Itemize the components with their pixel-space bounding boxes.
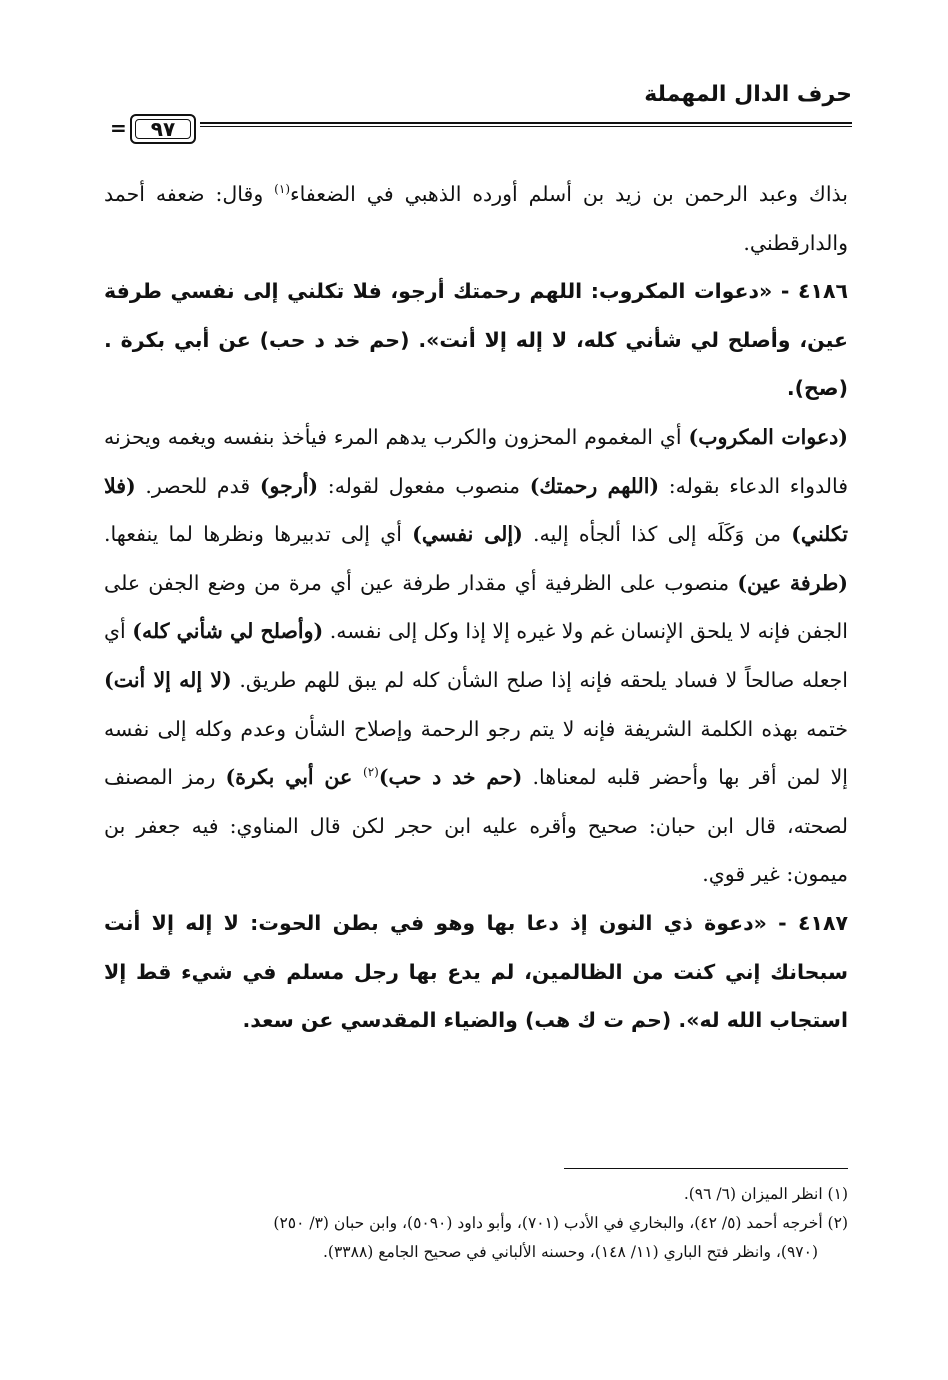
commentary-text: أي إلى تدبيرها ونظرها لما ينفعها. [104,522,413,547]
term: (حم خد د حب) [378,765,523,790]
commentary-text: رمز المصنف لصحته، قال ابن حبان: صحيح وأقره عليه ابن حجر لكن قال المناوي: فيه جعفر بن ميمون: غير قوي. [104,765,848,887]
commentary-text: أي المغموم المحزون والكرب يدهم المرء فيأخذ بنفسه ويغمه ويحزنه فالدواء الدعاء بقوله: [104,424,849,498]
commentary-4186 [104,413,848,899]
footnote-2: (٢) أخرجه أحمد (٥/ ٤٢)، والبخاري في الأدب (٧٠١)، وأبو داود (٥٠٩٠)، وابن حبان (٣/ ٢٥٠) [273,1214,848,1232]
footnote-ref-2: (٢) [363,765,379,780]
hadith-number: ٤١٨٦ - [772,279,848,304]
hadith-4187 [104,899,848,1045]
commentary-text: ختمه بهذه الكلمة الشريفة فإنه لا يتم رجو الرحمة وإصلاح الشأن وعدم وكله إلى نفسه إلا لمن أقر بها وأحضر قلبه لمعناها. [104,716,848,790]
term: (أرجو) [259,473,319,498]
page-number [130,114,196,144]
term: (إلى نفسي) [412,522,523,547]
term: عن أبي بكرة) [225,765,364,790]
term: (دعوات المكروب) [688,424,849,449]
footnote-rule [564,1168,848,1169]
hadith-number: ٤١٨٧ - [766,910,848,935]
footnote-2-continuation: (٩٧٠)، وانظر فتح الباري (١١/ ١٤٨)، وحسنه الألباني في صحيح الجامع (٣٣٨٨). [323,1243,818,1261]
hadith-4186 [104,267,848,413]
hadith-text: «دعوة ذي النون إذ دعا بها وهو في بطن الحوت: لا إله إلا أنت سبحانك إني كنت من الظالمين، لم يدع بها رجل مسلم في شيء قط إلا استجاب الله له». (حم ت ك هب) والضياء المقدسي عن سعد. [104,910,848,1033]
page-number-text: ٩٧ [150,117,176,141]
term: (اللهم رحمتك) [529,473,660,498]
header-rule [200,122,852,127]
side-mark: = [110,116,127,140]
term: (طرفة عين) [737,570,848,595]
paragraph-text-tail: وقال: ضعفه أحمد والدارقطني. [104,182,848,255]
term: (فلا تكلني) [104,473,848,547]
term: (لا إله إلا أنت) [104,667,232,692]
paragraph-continuation [104,170,848,267]
hadith-text: «دعوات المكروب: اللهم رحمتك أرجو، فلا تكلني إلى نفسي طرفة عين، وأصلح لي شأني كله، لا إله إلا أنت». (حم خد د حب) عن أبي بكرة .(صح). [104,279,848,401]
paragraph-text: بذاك وعبد الرحمن بن زيد بن أسلم أورده الذهبي في الضعفاء [290,182,848,206]
term: (وأصلح لي شأني كله) [132,619,324,644]
footnote-ref-1: (١) [274,182,290,197]
main-text [104,170,848,1045]
running-title: حرف الدال المهملة [644,82,852,107]
footnote-1: (١) انظر الميزان (٦/ ٩٦). [683,1185,848,1203]
commentary-text: منصوب على الظرفية أي مقدار طرفة عين أي مرة من وضع الجفن على الجفن فإنه لا يلحق الإنسان غم ولا غيره إلا إذا وكل إلى نفسه. [104,570,848,644]
commentary-text: منصوب مفعول لقوله: [318,473,530,498]
footnotes [104,1180,848,1267]
commentary-text: أي اجعله صالحاً لا فساد يلحقه فإنه إذا صلح الشأن كله لم يبق للهم طريق. [104,619,848,692]
commentary-text: من وَكَلَه إلى كذا ألجأه إليه. [522,522,792,547]
commentary-text: قدم للحصر. [135,473,260,498]
